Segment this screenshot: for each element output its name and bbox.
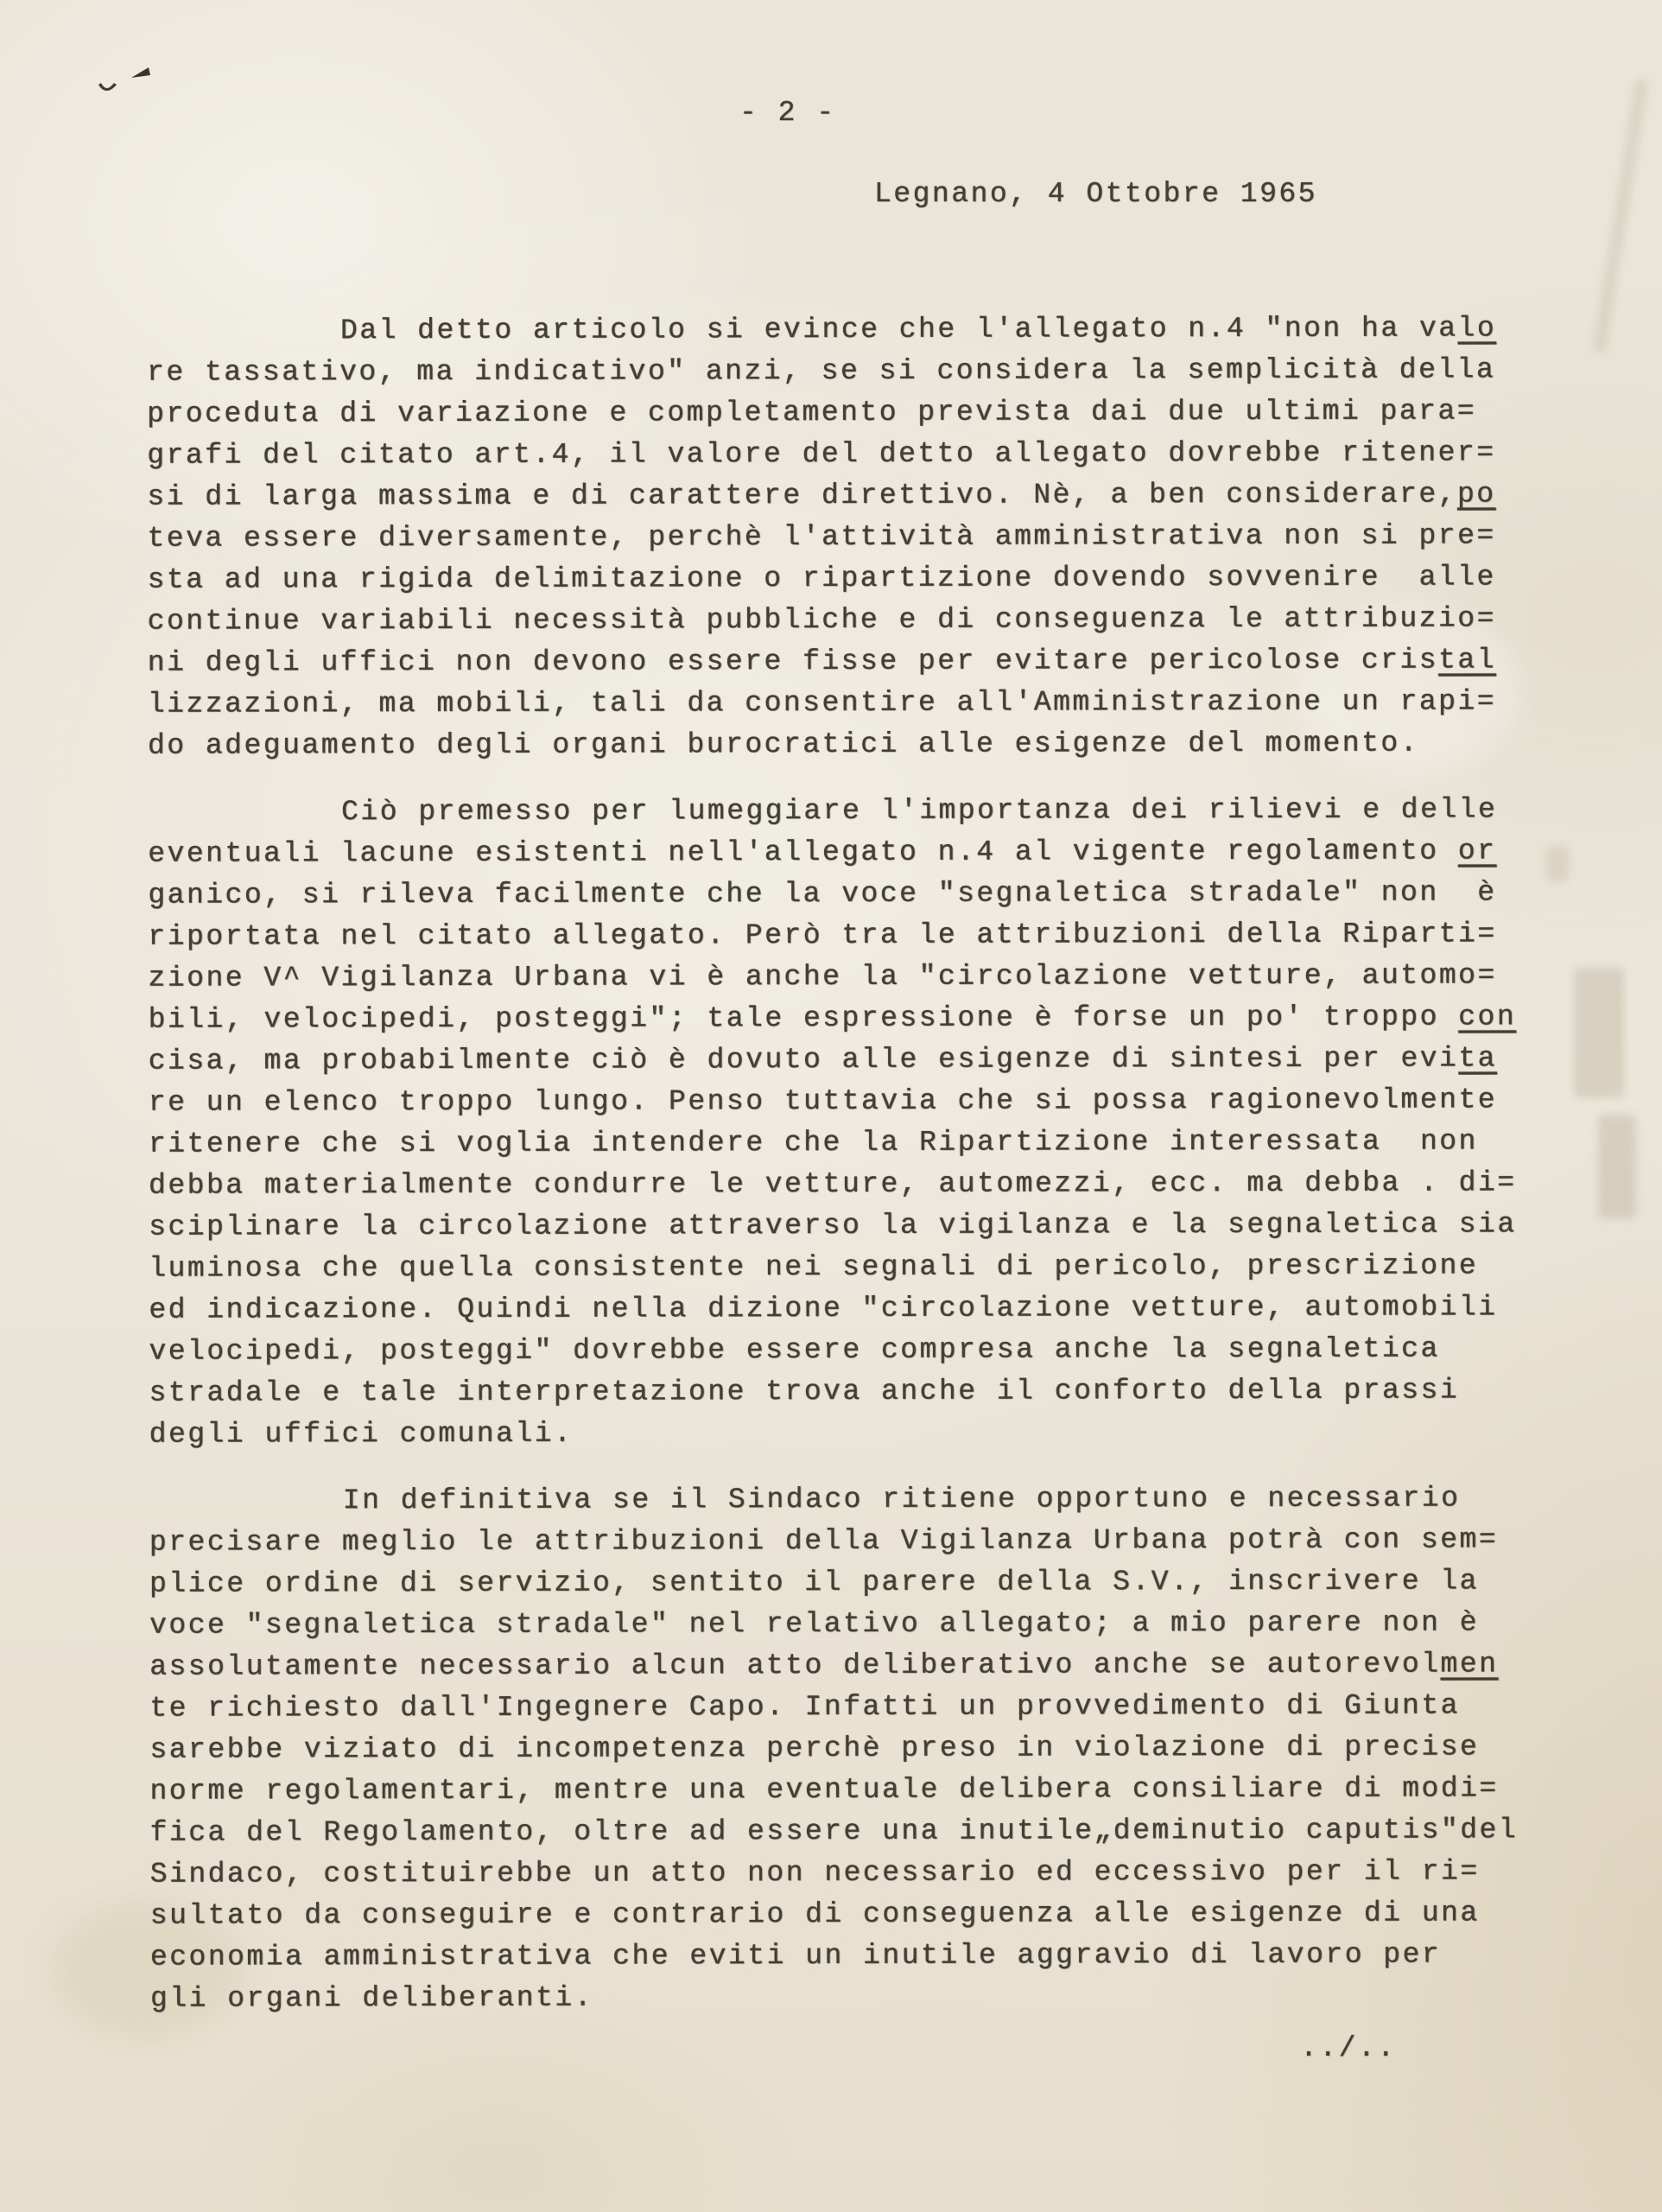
page-number: - 2 - [739,97,836,129]
text-line: fica del Regolamento, oltre ad essere una inutile„deminutio caputis"del [149,1814,1519,1849]
text-line: eventuali lacune esistenti nell'allegato n.4 al vigente regolamento or [148,835,1497,870]
text-line: assolutamente necessario alcun atto deliberativo anche se autorevolmen [149,1648,1499,1683]
bleed-through-mark [1592,79,1649,354]
triangle-ink-mark [131,67,150,78]
bleed-through-mark [1546,847,1569,881]
bleed-through-mark [1574,968,1624,1097]
text-line: re un elenco troppo lungo. Penso tuttavia che si possa ragionevolmente [148,1084,1498,1119]
text-line: teva essere diversamente, perchè l'attività amministrativa non si pre= [147,519,1496,555]
text-line: ganico, si rileva facilmente che la voce "segnaletica stradale" non è [148,876,1497,912]
text-line: bili, velocipedi, posteggi"; tale espressione è forse un po' troppo con [148,1001,1517,1036]
underlined-word-break: con [1458,1001,1517,1033]
underlined-word-break: or [1457,835,1497,868]
paragraph-2 [148,789,1532,1455]
text-line: continue variabili necessità pubbliche e di conseguenza le attribuzio= [147,602,1496,638]
underlined-word-break: ta [1458,1042,1497,1075]
underlined-word-break: lo [1457,312,1497,345]
text-line: ni degli uffici non devono essere fisse per evitare pericolose cristal [147,644,1497,679]
bleed-through-mark [1598,1115,1636,1218]
text-line: Dal detto articolo si evince che l'allegato n.4 "non ha valo [339,312,1497,347]
document-body [147,308,1532,2044]
text-line: te richiesto dall'Ingegnere Capo. Infatti un provvedimento di Giunta [149,1689,1460,1725]
text-line: luminosa che quella consistente nei segnali di pericolo, prescrizione [149,1249,1479,1285]
continuation-mark: ../.. [1300,2032,1397,2064]
text-line: ed indicazione. Quindi nella dizione "circolazione vetture, automobili [149,1291,1498,1326]
underlined-word-break: men [1440,1648,1499,1681]
text-line: do adeguamento degli organi burocratici alle esigenze del momento. [147,727,1420,762]
text-line: sciplinare la circolazione attraverso la vigilanza e la segnaletica sia [149,1208,1517,1243]
text-line: economia amministrativa che eviti un inutile aggravio di lavoro per [149,1938,1442,1974]
text-line: sta ad una rigida delimitazione o ripartizione dovendo sovvenire alle [147,561,1496,596]
text-line: riportata nel citato allegato. Però tra le attribuzioni della Riparti= [148,918,1497,953]
text-line: lizzazioni, ma mobili, tali da consentire all'Amministrazione un rapi= [147,685,1497,721]
text-line: proceduta di variazione e completamento prevista dai due ultimi para= [147,395,1477,430]
check-ink-mark [98,83,117,91]
underlined-word-break: po [1456,478,1496,511]
text-line: ritenere che si voglia intendere che la Ripartizione interessata non [148,1125,1478,1160]
text-line: plice ordine di servizio, sentito il parere della S.V., inscrivere la [149,1565,1479,1600]
pen-marks [93,60,161,100]
text-line: si di larga massima e di carattere direttivo. Nè, a ben considerare,po [147,478,1496,513]
text-line: voce "segnaletica stradale" nel relativo allegato; a mio parere non è [149,1606,1480,1642]
text-line: velocipedi, posteggi" dovrebbe essere compresa anche la segnaletica [149,1332,1440,1368]
text-line: debba materialmente condurre le vetture, automezzi, ecc. ma debba . di= [148,1166,1517,1202]
text-line: precisare meglio le attribuzioni della Vigilanza Urbana potrà con sem= [149,1523,1499,1559]
text-line: zione V^ Vigilanza Urbana vi è anche la "circolazione vetture, automo= [148,959,1497,995]
text-line: grafi del citato art.4, il valore del detto allegato dovrebbe ritener= [147,436,1496,472]
text-line: stradale e tale interpretazione trova anche il conforto della prassi [149,1374,1460,1409]
paragraph-3 [149,1478,1532,2019]
text-line: norme regolamentari, mentre una eventuale delibera consiliare di modi= [149,1772,1499,1808]
text-line: cisa, ma probabilmente ciò è dovuto alle esigenze di sintesi per evita [148,1042,1497,1077]
underlined-word-break: tal [1438,644,1497,677]
text-line: re tassativo, ma indicativo" anzi, se si considera la semplicità della [147,353,1496,389]
text-line: Ciò premesso per lumeggiare l'importanza dei rilievi e delle [341,793,1498,829]
text-line: gli organi deliberanti. [149,1981,594,2015]
text-line: Sindaco, costituirebbe un atto non necessario ed eccessivo per il ri= [149,1855,1480,1891]
paragraph-1 [147,308,1530,766]
text-line: sultato da conseguire e contrario di conseguenza alle esigenze di una [149,1897,1480,1932]
dateline: Legnano, 4 Ottobre 1965 [874,178,1317,210]
text-line: sarebbe viziato di incompetenza perchè preso in violazione di precise [149,1731,1480,1766]
text-line: degli uffici comunali. [149,1417,574,1451]
text-line: In definitiva se il Sindaco ritiene opportuno e necessario [342,1482,1461,1517]
